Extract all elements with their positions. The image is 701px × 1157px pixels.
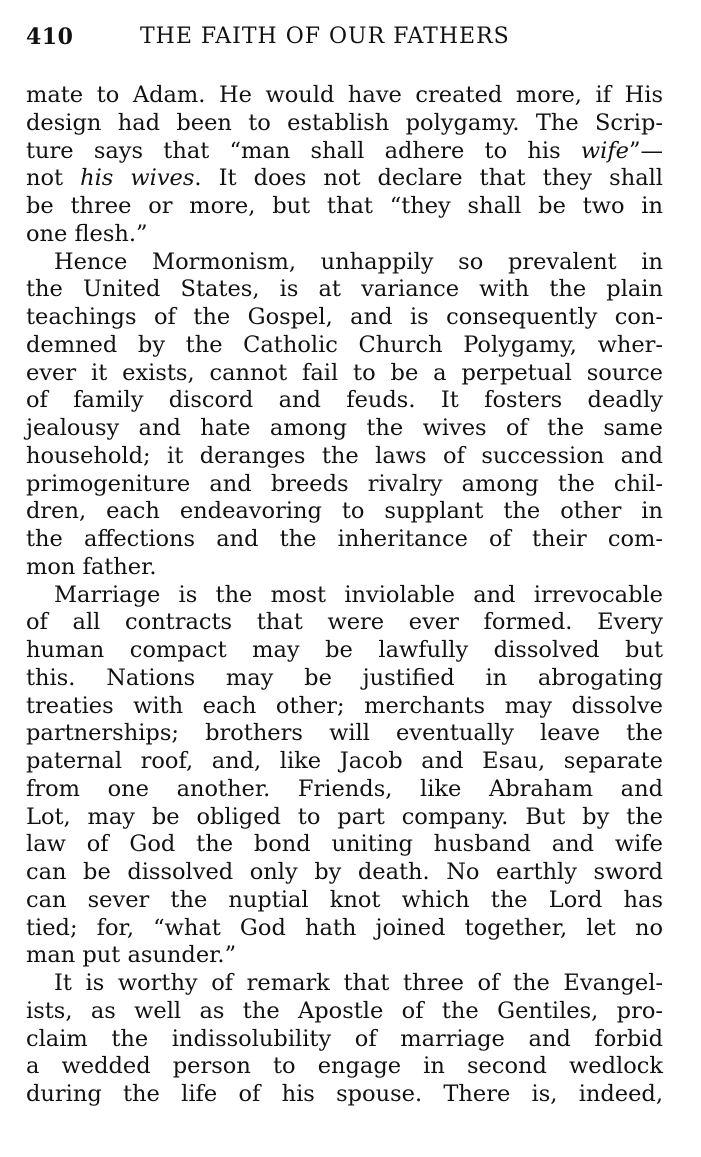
text-line: during the life of his spouse. There is, indeed, (26, 1081, 663, 1107)
text-line: of family discord and feuds. It fosters deadly (26, 387, 663, 414)
text-line: human compact may be lawfully dissolved but (26, 637, 663, 663)
text-line: demned by the Catholic Church Polygamy, wher- (26, 331, 663, 358)
text-line: this. Nations may be justified in abrogating (26, 664, 663, 691)
text-line: the affections and the inheritance of their com- (26, 526, 663, 552)
body-text (26, 82, 663, 1109)
text-line: man put asunder.” (26, 942, 237, 969)
text-line: claim the indissolubility of marriage and forbid (26, 1025, 663, 1052)
text-line: partnerships; brothers will eventually leave the (26, 720, 663, 747)
text-line: design had been to establish polygamy. The Scrip- (26, 109, 663, 136)
text-line: teachings of the Gospel, and is consequently con- (26, 304, 663, 330)
text-line: Hence Mormonism, unhappily so prevalent in (54, 248, 663, 275)
text-line: Lot, may be obliged to part company. But by the (26, 803, 663, 830)
emphasis-text: his wives (80, 165, 195, 192)
text-line: be three or more, but that “they shall be two in (26, 193, 663, 219)
text-line: treaties with each other; merchants may dissolve (26, 692, 663, 719)
emphasis-text: wife (580, 137, 629, 164)
text-line: ture says that “man shall adhere to his wife”— (26, 137, 663, 164)
page-number: 410 (26, 24, 74, 50)
text-line: Marriage is the most inviolable and irrevocable (54, 581, 663, 608)
text-line: one flesh.” (26, 220, 148, 247)
text-line: mate to Adam. He would have created more, if His (26, 82, 663, 108)
text-line: ists, as well as the Apostle of the Gentiles, pro- (26, 997, 663, 1024)
text-line: from one another. Friends, like Abraham and (26, 775, 663, 802)
text-line: law of God the bond uniting husband and wife (26, 831, 663, 858)
text-line: mon father. (26, 553, 157, 580)
text-line: primogeniture and breeds rivalry among the chil- (26, 470, 663, 497)
text-line: dren, each endeavoring to supplant the other in (26, 498, 663, 525)
text-line: household; it deranges the laws of succession and (26, 442, 663, 469)
text-line: not his wives. It does not declare that they shall (26, 165, 664, 192)
text-line: paternal roof, and, like Jacob and Esau, separate (26, 748, 663, 774)
text-line: tied; for, “what God hath joined together, let no (26, 914, 663, 941)
text-line: of all contracts that were ever formed. Every (26, 609, 663, 636)
text-line: jealousy and hate among the wives of the same (26, 415, 663, 441)
text-line: the United States, is at variance with the plain (26, 276, 663, 303)
text-line: can sever the nuptial knot which the Lord has (26, 886, 663, 913)
text-line: can be dissolved only by death. No earthly sword (26, 859, 663, 885)
text-line: a wedded person to engage in second wedlock (26, 1053, 663, 1080)
text-line: It is worthy of remark that three of the Evangel- (54, 970, 663, 996)
text-line: ever it exists, cannot fail to be a perpetual source (26, 359, 663, 386)
page-header (26, 24, 666, 54)
running-title: THE FAITH OF OUR FATHERS (140, 24, 510, 49)
